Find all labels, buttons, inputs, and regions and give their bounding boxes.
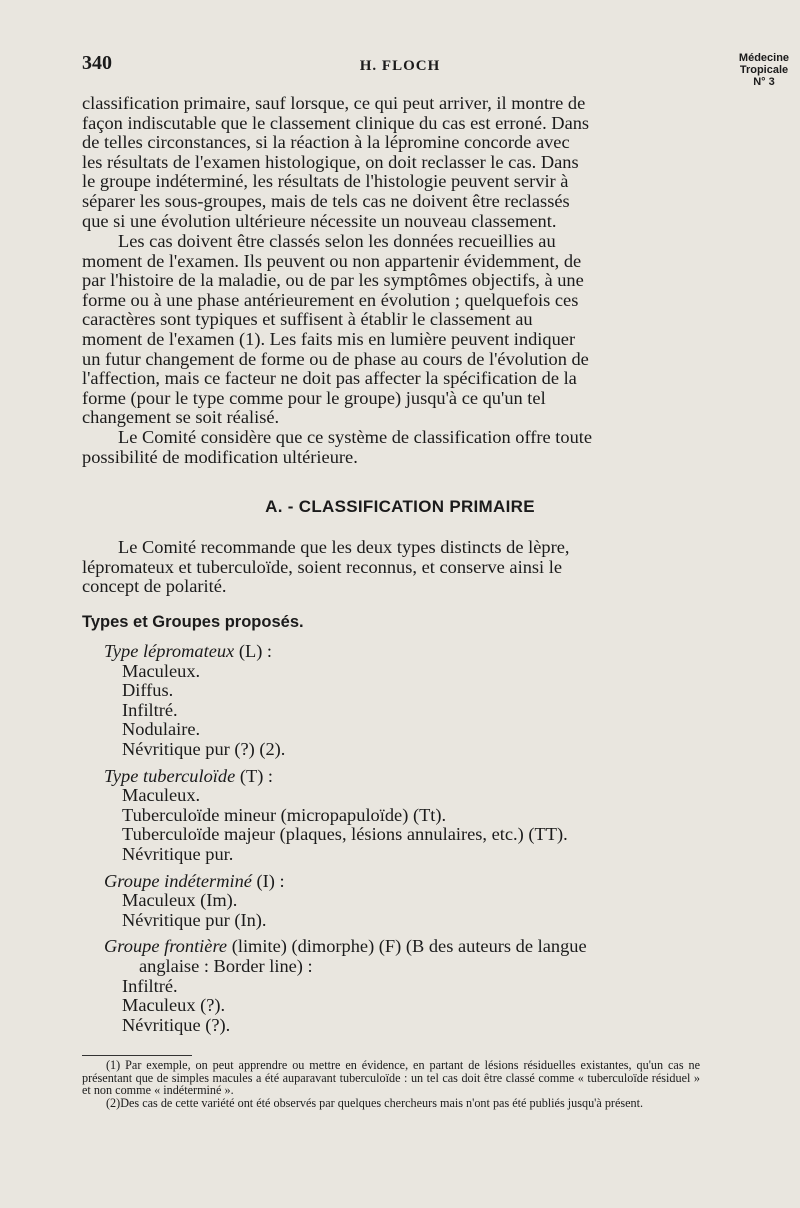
group-suffix: (L) : — [234, 641, 273, 661]
paragraph-4 — [82, 538, 700, 597]
group-heading — [104, 642, 704, 662]
list-item: Tuberculoïde majeur (plaques, lésions annulaires, etc.) (TT). — [122, 824, 568, 845]
text-line: le groupe indéterminé, les résultats de l'histologie peuvent servir à — [82, 171, 569, 192]
text-line: forme ou à une phase antérieurement en évolution ; quelquefois ces — [82, 289, 579, 310]
running-header-author: H. FLOCH — [359, 58, 441, 74]
list-item: Maculeux. — [122, 660, 201, 681]
text-line: possibilité de modification ultérieure. — [82, 446, 358, 467]
group-suffix: (I) : — [251, 870, 285, 891]
list-item: Maculeux (Im). — [122, 890, 238, 911]
text-line: façon indiscutable que le classement clinique du cas est erroné. Dans — [82, 112, 590, 133]
text-line: moment de l'examen (1). Les faits mis en lumière peuvent indiquer — [82, 328, 576, 349]
list-item: Névritique pur. — [122, 843, 234, 864]
list-item: Névritique (?). — [122, 1014, 231, 1035]
text-line: séparer les sous-groupes, mais de tels cas ne doivent être reclassés — [82, 190, 570, 211]
footnote-1: (1) Par exemple, on peut apprendre ou mettre en évidence, en partant de lésions résiduelles existantes, qu'un cas ne présentant que de simples macules a été auparavant tuberculoïde : un tel cas doit être classé comme « tuberculoïde résiduel » et non comme « indéterminé ». — [82, 1058, 700, 1098]
text-line: Le Comité considère que ce système de classification offre toute — [118, 427, 593, 447]
text-line: Le Comité recommande que les deux types distincts de lèpre, — [118, 537, 570, 557]
group-name: Type tuberculoïde — [104, 765, 236, 786]
text-line: par l'histoire de la maladie, ou de par les symptômes objectifs, à une — [82, 270, 584, 291]
text-line: concept de polarité. — [82, 576, 227, 597]
list-item: Névritique pur (In). — [122, 909, 267, 930]
group-name: Groupe indéterminé — [104, 870, 252, 891]
journal-line-3: N° 3 — [753, 76, 775, 88]
group-name: Groupe frontière — [104, 936, 228, 957]
footnote-2: (2)Des cas de cette variété ont été observés par quelques chercheurs mais n'ont pas été publiés jusqu'à présent. — [106, 1095, 644, 1110]
paragraph-1 — [82, 94, 700, 231]
list-item: Tuberculoïde mineur (micropapuloïde) (Tt). — [122, 804, 447, 825]
list-item: Diffus. — [122, 680, 174, 701]
text-line: forme (pour le type comme pour le groupe) jusqu'à ce qu'un tel — [82, 387, 546, 408]
text-line: de telles circonstances, si la réaction à la lépromine concorde avec — [82, 132, 570, 153]
text-line: que si une évolution ultérieure nécessite un nouveau classement. — [82, 210, 557, 231]
journal-line-2: Tropicale — [739, 64, 789, 76]
list-item: Nodulaire. — [122, 719, 201, 740]
journal-tag — [732, 52, 796, 88]
list-item: Infiltré. — [122, 975, 178, 996]
list-item: Névritique pur (?) (2). — [122, 738, 286, 759]
subheading: Types et Groupes proposés. — [82, 613, 304, 631]
group-suffix: (limite) (dimorphe) (F) (B des auteurs de langue — [227, 936, 587, 957]
text-line: les résultats de l'examen histologique, on doit reclasser le cas. Dans — [82, 151, 579, 172]
section-title: A. - CLASSIFICATION PRIMAIRE — [265, 497, 535, 516]
list-item: Infiltré. — [122, 699, 178, 720]
text-line: caractères sont typiques et suffisent à établir le classement au — [82, 309, 533, 330]
group-suffix: (T) : — [235, 765, 274, 786]
group-heading — [104, 767, 704, 787]
list-item: Maculeux. — [122, 785, 201, 806]
paragraph-2 — [82, 232, 700, 428]
text-line: un futur changement de forme ou de phase au cours de l'évolution de — [82, 348, 589, 369]
text-line: l'affection, mais ce facteur ne doit pas affecter la spécification de la — [82, 368, 577, 389]
text-line: Les cas doivent être classés selon les données recueillies au — [118, 231, 556, 251]
group-heading-continuation: anglaise : Border line) : — [139, 955, 313, 976]
text-line: lépromateux et tuberculoïde, soient reconnus, et conserve ainsi le — [82, 556, 563, 577]
group-name: Type lépromateux — [104, 641, 235, 661]
group-heading — [104, 937, 704, 957]
footnotes — [82, 1059, 700, 1109]
text-line: changement se soit réalisé. — [82, 407, 280, 428]
list-item: Maculeux (?). — [122, 995, 226, 1016]
text-line: moment de l'examen. Ils peuvent ou non appartenir évidemment, de — [82, 250, 582, 271]
classification-list — [104, 642, 704, 1035]
text-line: classification primaire, sauf lorsque, ce qui peut arriver, il montre de — [82, 93, 586, 113]
journal-line-1: Médecine — [738, 52, 790, 64]
page-number: 340 — [82, 52, 112, 74]
footnote-rule — [82, 1055, 192, 1056]
paragraph-3 — [82, 428, 700, 467]
group-heading — [104, 872, 704, 892]
